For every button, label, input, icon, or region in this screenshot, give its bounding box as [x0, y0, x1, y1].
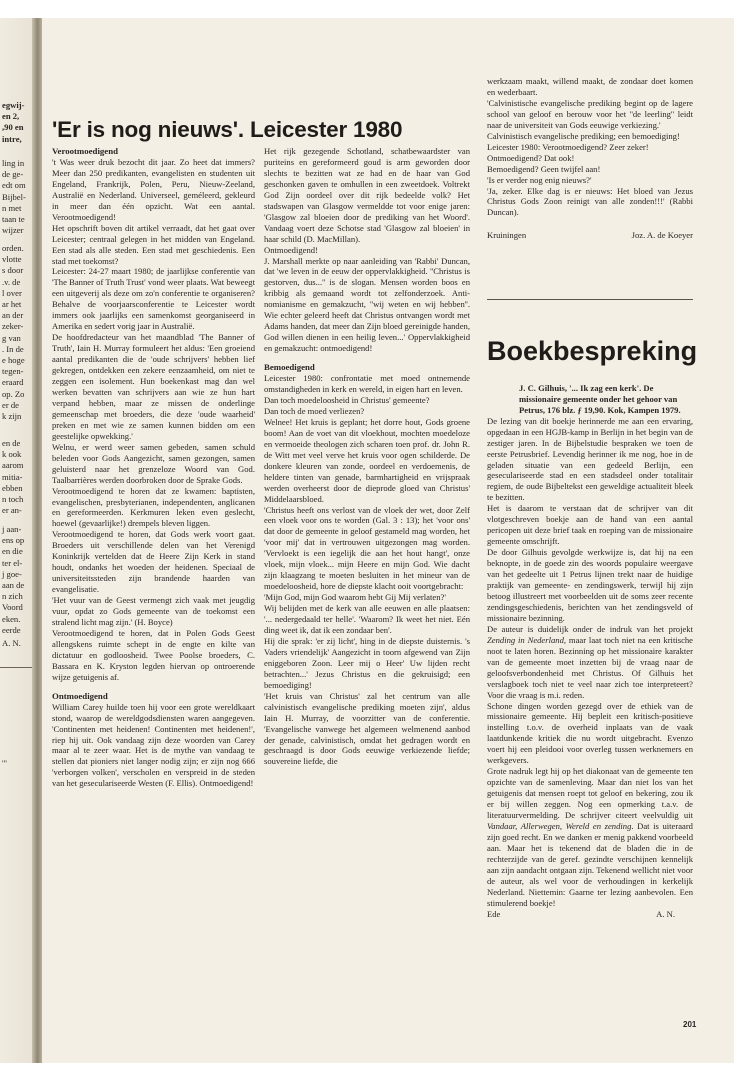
- strip-line: eraard: [2, 377, 24, 388]
- strip-line: n zich: [2, 591, 23, 602]
- text-run: De auteur is duidelijk onder de indruk van het projekt: [487, 623, 693, 634]
- signature-place: Kruiningen: [487, 230, 527, 241]
- book-reference: J. C. Gilhuis, '... Ik zag een kerk'. De missionaire gemeente onder het gehoor van Petrus, 176 blz. ƒ 19,90. Kok, Kampen 1979.: [519, 383, 681, 415]
- strip-line: op. Zo: [2, 388, 25, 399]
- paragraph: 't Was weer druk bezocht dit jaar. Zo heet dat immers? Meer dan 250 predikanten, evangelisten en studenten uit Engeland, Frankrijk, Polen, Peru, Nieuw-Zeeland, Australië en Nederland. Universeel, geméleerd, gekleurd in meer dan één opzicht. Wat een aantal. Verootmoedigend!: [52, 156, 255, 222]
- paragraph: Het is daarom te verstaan dat de schrijver van dit vlotgeschreven boekje aan de hand van een aantal pericopen uit deze brief taak en roeping van de missionaire gemeente omschrijft.: [487, 503, 693, 547]
- italic-title: Zending in Nederland: [487, 634, 564, 645]
- strip-line: j aan-: [2, 524, 22, 534]
- strip-block-4: [0, 438, 32, 516]
- heading-verootmoedigend: Verootmoedigend: [52, 146, 118, 156]
- page-gutter: [32, 18, 42, 1063]
- paragraph: Leicester 1980: confrontatie met moed ontnemende omstandigheden in kerk en wereld, in eigen hart en leven.: [264, 373, 470, 395]
- strip-block-2: [0, 158, 32, 236]
- strip-line: s door: [2, 265, 24, 276]
- paragraph: William Carey huilde toen hij voor een grote wereldkaart stond, waarop de wereldgodsdiensten waren aangegeven. 'Continenten met heidenen! Continenten met heidenen!', riep hij uit. Ook vandaag zijn deze woorden van Carey maar al te zeer waar. Het is de mythe van vandaag te stellen dat pioniers niet langer nodig zijn; er zijn nog 666 'verborgen volken', verscholen en verspreid in de steden van het geseculariseerde Westen (F. Ellis). Ontmoedigend!: [52, 701, 255, 789]
- paragraph: De lezing van dit boekje herinnerde me aan een ervaring, opgedaan in een HGJB-kamp in Berlijn in het begin van de zestiger jaren. In de Bijbelstudie bespraken we toen de eerste Petrusbrief. Levendig herinner ik me nog, hoe in de geladen situatie van een gedeeld Berlijn, een geseculariseerde stad en een stadsdeel onder totalitair regiem, de oude Bijbeltekst een geweldige actualiteit bleek te bezitten.: [487, 415, 693, 503]
- strip-line: g van: [2, 332, 21, 343]
- paragraph: 'Mijn God, mijn God waarom hebt Gij Mij verlaten?': [264, 592, 446, 603]
- paragraph: 'Het vuur van de Geest vermengt zich vaak met jeugdig vuur, opdat zo Gods gemeente van de toekomst een stralend licht mag zijn.' (H. Boyce): [52, 595, 255, 627]
- paragraph: Welnu, er werd weer samen gebeden, samen schuld beleden voor Gods Aangezicht, samen gezongen, samen geluisterd naar het grenzeloze Woord van God. Taalbarrières werden doorbroken door de Sprake Gods.: [52, 441, 255, 485]
- strip-line: l over: [2, 287, 22, 298]
- italic-titles: Vandaar, Allerwegen, Wereld en zending: [487, 820, 632, 831]
- paragraph: 'Ja, zeker. Elke dag is er nieuws: Het bloed van Jezus Christus Gods Zoon reinigt van alle zonden!!!' (Rabbi Duncan).: [487, 185, 693, 218]
- strip-line: orden.: [2, 243, 24, 253]
- strip-line: en de: [2, 438, 21, 448]
- strip-block-6: [0, 638, 32, 649]
- paragraph: werkzaam maakt, willend maakt, de zondaar doet komen en wederbaart.: [487, 76, 693, 97]
- article1-column-1: [52, 146, 255, 789]
- strip-line: ar het: [2, 299, 22, 310]
- paragraph: Hij die sprak: 'er zij licht', hing in de diepste duisternis. 's Vaders vriendelijk' Aangezicht in toorn afgewend van Zijn eniggeboren Zoon. Leer mij o Heer' Uw lijden recht betrachten...' Jezus Christus en die gekruisigd; een bemoediging!: [264, 635, 470, 690]
- text-run: . Dat is uiteraard zijn goed recht. En we danken er menig pakkend voorbeeld aan. Maar het is tekenend dat de bladen die in de rechterzijde van de geref. gezindte verschijnen kennelijk aan zijn aandacht ontgaan zijn. Tekenend wellicht niet voor de auteur, als wel voor de verhoudingen in kerkelijk Nederland. Niettemin: Gaarne ter lezing aanbevolen. Een stimulerend boekje!: [487, 820, 693, 908]
- strip-block-7: [0, 758, 32, 769]
- paragraph: 'Is er verder nog enig nieuws?': [487, 174, 592, 185]
- strip-line: an der: [2, 310, 24, 321]
- paragraph: Verootmoedigend te horen dat ze kwamen: baptisten, evangelischen, presbyterianen, independenten, anglicanen en gereformeerden. Kerkmuren leken even geslecht, hoewel (gevaarlijke!) drempels bleven liggen.: [52, 485, 255, 529]
- strip-line: de ge-: [2, 169, 24, 180]
- paragraph: 'Calvinistische evangelische prediking begint op de lagere school van geloof en berouw voor het ''de leerling'' leidt naar de universiteit van Gods eeuwige verkiezing.': [487, 97, 693, 130]
- article-title-leicester: 'Er is nog nieuws'. Leicester 1980: [52, 117, 403, 142]
- strip-line: taan te: [2, 214, 25, 225]
- paragraph: Het opschrift boven dit artikel verraadt, dat het gaat over Leicester; centraal gelegen in het midden van Engeland. Een stad als alle steden. Een stad met geschiedenis. Een stad met toekomst?: [52, 222, 255, 266]
- strip-line: ,90 en: [2, 122, 24, 133]
- strip-line: intre,: [2, 133, 22, 144]
- paragraph: Wij belijden met de kerk van alle eeuwen en alle plaatsen: '... nedergedaald ter helle'. 'Waarom? Ik weet het niet. Eén ding weet ik, dat ik een zondaar ben'.: [264, 603, 470, 635]
- strip-line: en die: [2, 546, 23, 557]
- strip-line: aarom: [2, 460, 24, 471]
- strip-line: eken.: [2, 613, 21, 624]
- strip-rule: [0, 667, 32, 668]
- strip-line: aan de: [2, 580, 25, 591]
- paragraph: 'Christus heeft ons verlost van de vloek der wet, door Zelf een vloek voor ons te worden (Gal. 3 : 13); het 'voor ons' dat door de gemeente in geloof gestameld mag worden, het 'voor mij' dat in vertrouwen uitgezongen mag worden. 'Vervloekt is een iegelijk die aan het hout hangt', onze vloek, mijn vloek... mijn Heere en mijn God. Wie dacht zijn klaagzang te moeten besluiten in het mineur van de moedeloosheid, hore de diepste klacht ooit voortgebracht:: [264, 504, 470, 592]
- paragraph: J. Marshall merkte op naar aanleiding van 'Rabbi' Duncan, dat 'we leven in de eeuw der oppervlakkigheid. ''Christus is gestorven, dus...'' is de slogan. Mensen worden boos en kribbig als gemaand wordt tot zelfonderzoek. Anti-nomianisme en gemakzucht, ''wij weten en wij hebben''. Wie echter geleerd heeft dat Christus ontvangen wordt met Adams handen, dat meer dan Zijn bloed gereinigde handen, God willen dienen in een heilig leven...' Oppervlakkigheid en gemakzucht: ontmoedigend!: [264, 255, 470, 354]
- strip-line: ter el-: [2, 557, 23, 568]
- paragraph: Schone dingen worden gezegd over de ethiek van de missionaire gemeente. Hij bepleit een kritisch-positieve instelling t.o.v. de overheid inplaats van de vaak laatdunkende kritiek die nu wordt uitgebracht. Evenzo voert hij een pleidooi voor overleg tussen werknemers en werkgevers.: [487, 700, 693, 766]
- strip-line: .v. de: [2, 276, 21, 287]
- strip-line: n met: [2, 202, 22, 213]
- strip-line: k zijn: [2, 411, 22, 422]
- strip-line: A. N.: [2, 638, 21, 648]
- strip-line: edt om: [2, 180, 26, 191]
- paragraph: De hoofdredacteur van het maandblad 'The Banner of Truth', Iain H. Murray formuleert het aldus: 'Een groeiend aantal predikanten die de 'oude schrijvers' hebben lief gekregen, ontdekken een zekere eenzaamheid, om niet te zeggen een isolement. Hun boekenkast mag dan wel werken bevatten van schrijvers aan wie ze hun hart verpand hebben, maar ze missen de onderlinge gemeenschap met broeders, die deze 'oude waarheid' preken en met wie ze samen kunnen bidden om een geestelijke opwekking.': [52, 332, 255, 441]
- paragraph: Ontmoedigend!: [264, 244, 318, 255]
- strip-line: '": [2, 758, 8, 768]
- paragraph: [487, 766, 693, 908]
- strip-line: ling in: [2, 158, 25, 168]
- strip-line: tegen-: [2, 366, 24, 377]
- strip-line: zeker-: [2, 321, 24, 332]
- page-201: [42, 18, 734, 1063]
- paragraph: De door Gilhuis gevolgde werkwijze is, dat hij na een beknopte, in de goede zin des woords populaire weergave van het gedeelte uit 1 Petrus lijnen trekt naar de huidige praktijk van gemeente- en zendingswerk, terwijl hij zijn betoog illustreert met voorbeelden uit de soms zeer recente zendingsgeschiedenis, berichten van het zendingsveld of missionaire bezinning.: [487, 547, 693, 623]
- strip-line: ebben: [2, 482, 23, 493]
- review-signature: [487, 909, 693, 920]
- strip-line: ens op: [2, 535, 25, 546]
- strip-block-1: [0, 100, 32, 145]
- paragraph: Verootmoedigend te horen, dat in Polen Gods Geest allengskens ruimte schept in de engte en kilte van dictatuur en godloosheid. Twee Poolse broeders, C. Bassara en K. Kryston legden hiervan op ontroerende wijze getuigenis af.: [52, 627, 255, 682]
- strip-line: Voord: [2, 602, 23, 613]
- paragraph: Calvinistisch evangelische prediking; een bemoediging!: [487, 130, 680, 141]
- strip-line: vlotte: [2, 254, 22, 265]
- strip-line: er de: [2, 399, 19, 410]
- paragraph: Dan toch de moed verliezen?: [264, 405, 365, 416]
- strip-block-5: [0, 524, 32, 636]
- paragraph: Bemoedigend? Geen twijfel aan!: [487, 163, 601, 174]
- paragraph: [487, 624, 693, 701]
- strip-line: j goe-: [2, 568, 22, 579]
- book-review-column: [487, 383, 693, 920]
- strip-line: n toch: [2, 494, 24, 505]
- signature-author: Joz. A. de Koeyer: [631, 230, 693, 241]
- strip-line: Bijbel-: [2, 191, 26, 202]
- article-divider: [487, 299, 693, 300]
- section-title-boekbespreking: Boekbespreking: [487, 336, 698, 366]
- strip-block-3: [0, 243, 32, 422]
- heading-bemoedigend: Bemoedigend: [264, 362, 315, 373]
- facing-page-edge: [0, 18, 32, 1063]
- strip-line: en 2,: [2, 111, 20, 122]
- paragraph: Het rijk gezegende Schotland, schatbewaardster van puriteins en gereformeerd goud is arm geworden door slechts te bezitten wat ze had en de haar van God geschonken gaven te omhullen in een zweetdoek. Voltrekt God Zijn oordeel over dit rijk bedeelde volk? Het stadswapen van Glasgow vermeldde tot voor enige jaren: 'Glasgow zal bloeien door de prediking van het Woord'. Vandaag voert deze Schotse stad 'Glasgow zal bloeien' in haar schild (D. MacMillan).: [264, 146, 470, 244]
- strip-line: mitia-: [2, 471, 23, 482]
- page-number: 201: [683, 1020, 697, 1029]
- article1-column-3: [487, 76, 693, 241]
- strip-line: eerde: [2, 624, 21, 635]
- paragraph: Leicester: 24-27 maart 1980; de jaarlijkse conferentie van 'The Banner of Truth Trust' vond weer plaats. Wat beweegt een uitgeverij als deze om zo'n conferentie te organiseren? Behalve de voorjaarsconferentie te Leicester wordt immers ook jaarlijks een samenkomst georganiseerd in Amerika en sedert vorig jaar in Australië.: [52, 266, 255, 332]
- heading-ontmoedigend: Ontmoedigend: [52, 690, 108, 701]
- strip-line: wijzer: [2, 225, 24, 236]
- paragraph: Ontmoedigend? Dat ook!: [487, 152, 575, 163]
- paragraph: 'Het kruis van Christus' zal het centrum van alle calvinistisch evangelische prediking moeten zijn', aldus Iain H. Murray, de voorzitter van de conferentie. 'Evangelische vanwege het algemeen welmenend aanbod der genade, calvinistisch, omdat het gedragen wordt en geschraagd is door Gods eeuwige verkiezende liefde; souvereine liefde, die: [264, 690, 470, 767]
- article1-signature: [487, 230, 693, 241]
- text-run: , maar laat toch niet na een kritische noot te laten horen. Bezinning op het missionaire karakter van de gemeente moet inzetten bij de vraag naar de geloofsverbondenheid met Christus. Of Gilhuis het verslagboek toch niet te veel naar zich toe interpreteert? Voor die vraag is m.i. reden.: [487, 634, 693, 700]
- paragraph: Dan toch moedeloosheid in Christus' gemeente?: [264, 394, 430, 405]
- strip-line: k ook: [2, 449, 22, 460]
- strip-line: e hoge: [2, 355, 25, 366]
- paragraph: Welnee! Het kruis is geplant; het dorre hout, Gods groene boom! Aan de voet van dit vloekhout, mochten moedeloze en vermoeide theologen zich scharen toen prof. dr. John R. de Witt met veel verve het kruis voor ogen schilderde. De donkere kleuren van zonde, oordeel en verdoemenis, de heldere tinten van genade, barmhartigheid en vrijspraak werden overheerst door de dieprode gloed van Christus' Middelaarsbloed.: [264, 416, 470, 504]
- paragraph: Leicester 1980: Verootmoedigend? Zeer zeker!: [487, 141, 649, 152]
- article1-column-2: [264, 146, 470, 767]
- signature-place: Ede: [487, 908, 501, 919]
- strip-line: egwij-: [2, 100, 25, 110]
- signature-author: A. N.: [656, 908, 675, 919]
- paragraph: Verootmoedigend te horen, dat Gods werk voort gaat. Broeders uit verschillende delen van het Verenigd Koninkrijk vertelden dat de Heere Zijn Kerk in stand houdt, ondanks het woeden der heidenen. Speciaal de universiteitssteden zijn brandende haarden van evangelisatie.: [52, 529, 255, 595]
- text-run: Grote nadruk legt hij op het diakonaat van de gemeente ten opzichte van de samenleving. Maar dan niet los van het getuigenis dat mensen roept tot geloof en bekering, zou ik er bij willen zeggen. Nog een opmerking t.a.v. de literatuurvermelding. De schrijver citeert veelvuldig uit: [487, 766, 693, 821]
- strip-line: . In de: [2, 343, 24, 354]
- strip-line: er an-: [2, 505, 22, 516]
